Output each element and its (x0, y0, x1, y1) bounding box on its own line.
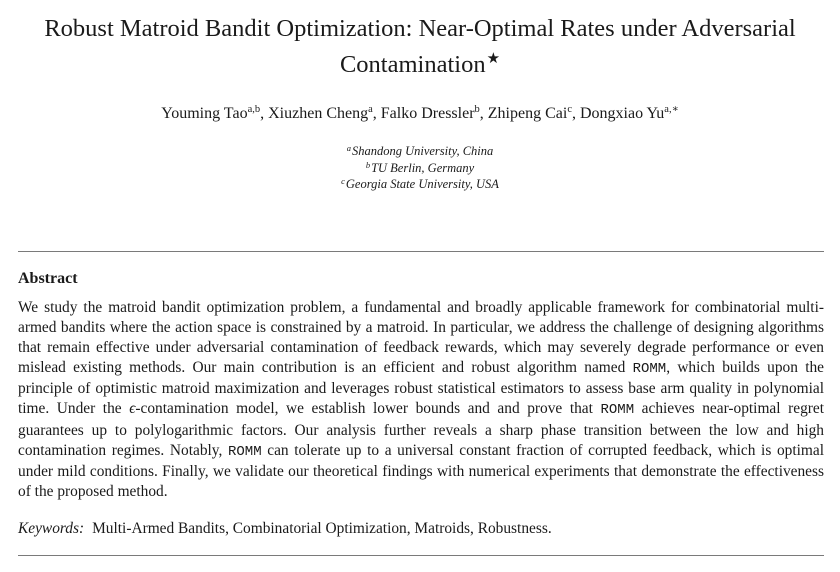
algorithm-name: ROMM (228, 443, 262, 460)
abstract-text: We study the matroid bandit optimization problem, a fundamental and broadly applicable framework for combinatorial multi-armed bandits where the action space is constrained by a matroid. In particular, we address the challenge of designing algorithms that remain effective under adversarial contamination of feedback rewards, which may severely degrade performance or even mislead existing methods. Our main contribution is an efficient and robust algorithm named (18, 299, 824, 377)
author-list (0, 104, 840, 124)
abstract-heading: Abstract (18, 270, 78, 287)
author-name: Youming Tao (161, 105, 248, 122)
affiliation-text: TU Berlin, Germany (371, 160, 475, 175)
affiliation-text: Shandong University, China (351, 144, 494, 158)
epsilon-symbol: ϵ (129, 400, 136, 418)
affiliation-list (0, 143, 840, 193)
abstract-text: -contamination model, we establish lower bounds and and prove that (135, 400, 601, 418)
abstract-body (18, 298, 824, 502)
author-name: Dongxiao Yu (580, 105, 665, 122)
affiliation (0, 143, 840, 160)
author-name: Xiuzhen Cheng (268, 105, 369, 122)
author-affiliation-mark: c (567, 104, 572, 115)
keywords-list: Multi-Armed Bandits, Combinatorial Optimization, Matroids, Robustness. (92, 520, 552, 537)
author-affiliation-mark: a,∗ (664, 104, 679, 115)
affiliation-text: Georgia State University, USA (345, 177, 499, 191)
keywords-label: Keywords: (18, 520, 85, 537)
paper-title (20, 13, 820, 80)
author-separator: , (479, 105, 488, 122)
affiliation-mark: c (341, 176, 345, 186)
author-affiliation-mark: a,b (247, 104, 261, 115)
affiliation (0, 160, 840, 177)
author-separator: , (260, 105, 269, 122)
abstract-text: , which builds upon the principle of optimistic matroid maximization and leverages robust statistical estimators to assess base arm quality in polynomial time. Under the (18, 359, 824, 418)
paper-title-text: Robust Matroid Bandit Optimization: Near-Optimal Rates under Adversarial Contamination (44, 15, 796, 78)
author-separator: , (372, 105, 381, 122)
affiliation-mark: b (365, 159, 371, 170)
affiliation (0, 176, 840, 193)
author-name: Zhipeng Cai (487, 105, 568, 122)
abstract-text: can tolerate up to a universal constant fraction of corrupted feedback, which is optimal under mild conditions. Finally, we validate our theoretical findings with numerical experiments that demonstrate the effectiveness of the proposed method. (18, 441, 824, 500)
abstract-top-rule (18, 251, 824, 252)
title-footnote-star: ★ (486, 51, 501, 67)
author-separator: , (572, 105, 580, 122)
algorithm-name: ROMM (632, 361, 667, 378)
abstract-text: achieves near-optimal regret guarantees up to polylogarithmic factors. Our analysis further reveals a sharp phase transition between the low and high contamination regimes. Notably, (18, 400, 824, 459)
author-name: Falko Dressler (380, 105, 475, 122)
abstract-bottom-rule (18, 555, 824, 556)
affiliation-mark: a (346, 143, 351, 153)
keywords-line (18, 519, 552, 539)
author-affiliation-mark: b (474, 104, 480, 115)
algorithm-name: ROMM (600, 402, 635, 419)
author-affiliation-mark: a (368, 104, 373, 115)
